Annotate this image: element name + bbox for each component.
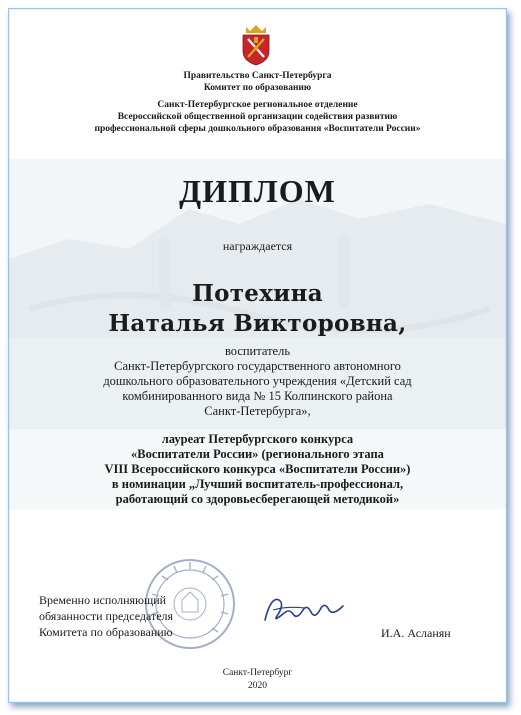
- org-line-3: профессиональной сферы дошкольного образования «Воспитатели России»: [94, 124, 421, 134]
- position-line-2: Санкт-Петербургского государственного автономного: [114, 359, 401, 373]
- signatory-name: И.А. Асланян: [381, 626, 451, 640]
- org-line-1: Санкт-Петербургское региональное отделение: [157, 100, 358, 110]
- signatory-role-line-2: обязанности председателя: [39, 609, 174, 623]
- recipient-position: [9, 344, 506, 419]
- issue-city: Санкт-Петербург: [222, 668, 293, 678]
- issue-year: 2020: [248, 681, 267, 691]
- handwritten-signature-icon: [259, 590, 349, 630]
- diploma-title: ДИПЛОМ: [179, 173, 336, 209]
- recipient-surname: Потехина: [192, 280, 323, 307]
- laureate-line-2: «Воспитатели России» (регионального этапа: [131, 447, 384, 461]
- saint-petersburg-coat-of-arms-icon: [238, 23, 274, 67]
- org-line-2: Всероссийской общественной организации содействия развитию: [117, 112, 398, 122]
- government-header: [9, 70, 506, 94]
- awarded-label: награждается: [222, 239, 293, 253]
- government-name: Правительство Санкт-Петербурга: [183, 71, 332, 81]
- position-line-5: Санкт-Петербурга»,: [204, 404, 311, 418]
- signatory-role-line-1: Временно исполняющий: [39, 593, 167, 607]
- position-line-1: воспитатель: [224, 344, 291, 358]
- laureate-line-1: лауреат Петербургского конкурса: [161, 432, 354, 446]
- laureate-text: [9, 432, 506, 507]
- organization-header: [9, 99, 506, 135]
- signatory-role: [39, 592, 173, 640]
- diploma-frame: [8, 8, 507, 703]
- signatory-role-line-3: Комитета по образованию: [39, 625, 173, 639]
- committee-name: Комитет по образованию: [203, 83, 312, 93]
- issue-place-date: [9, 667, 506, 693]
- position-line-4: комбинированного вида № 15 Колпинского района: [122, 389, 393, 403]
- recipient-name: [9, 279, 506, 339]
- recipient-given-names: Наталья Викторовна,: [108, 310, 407, 337]
- laureate-line-5: работающий со здоровьесберегающей методикой»: [115, 492, 400, 506]
- laureate-line-3: VIII Всероссийского конкурса «Воспитатели России»): [104, 462, 411, 476]
- laureate-line-4: в номинации „Лучший воспитатель-профессионал,: [111, 477, 404, 491]
- position-line-3: дошкольного образовательного учреждения «Детский сад: [103, 374, 412, 388]
